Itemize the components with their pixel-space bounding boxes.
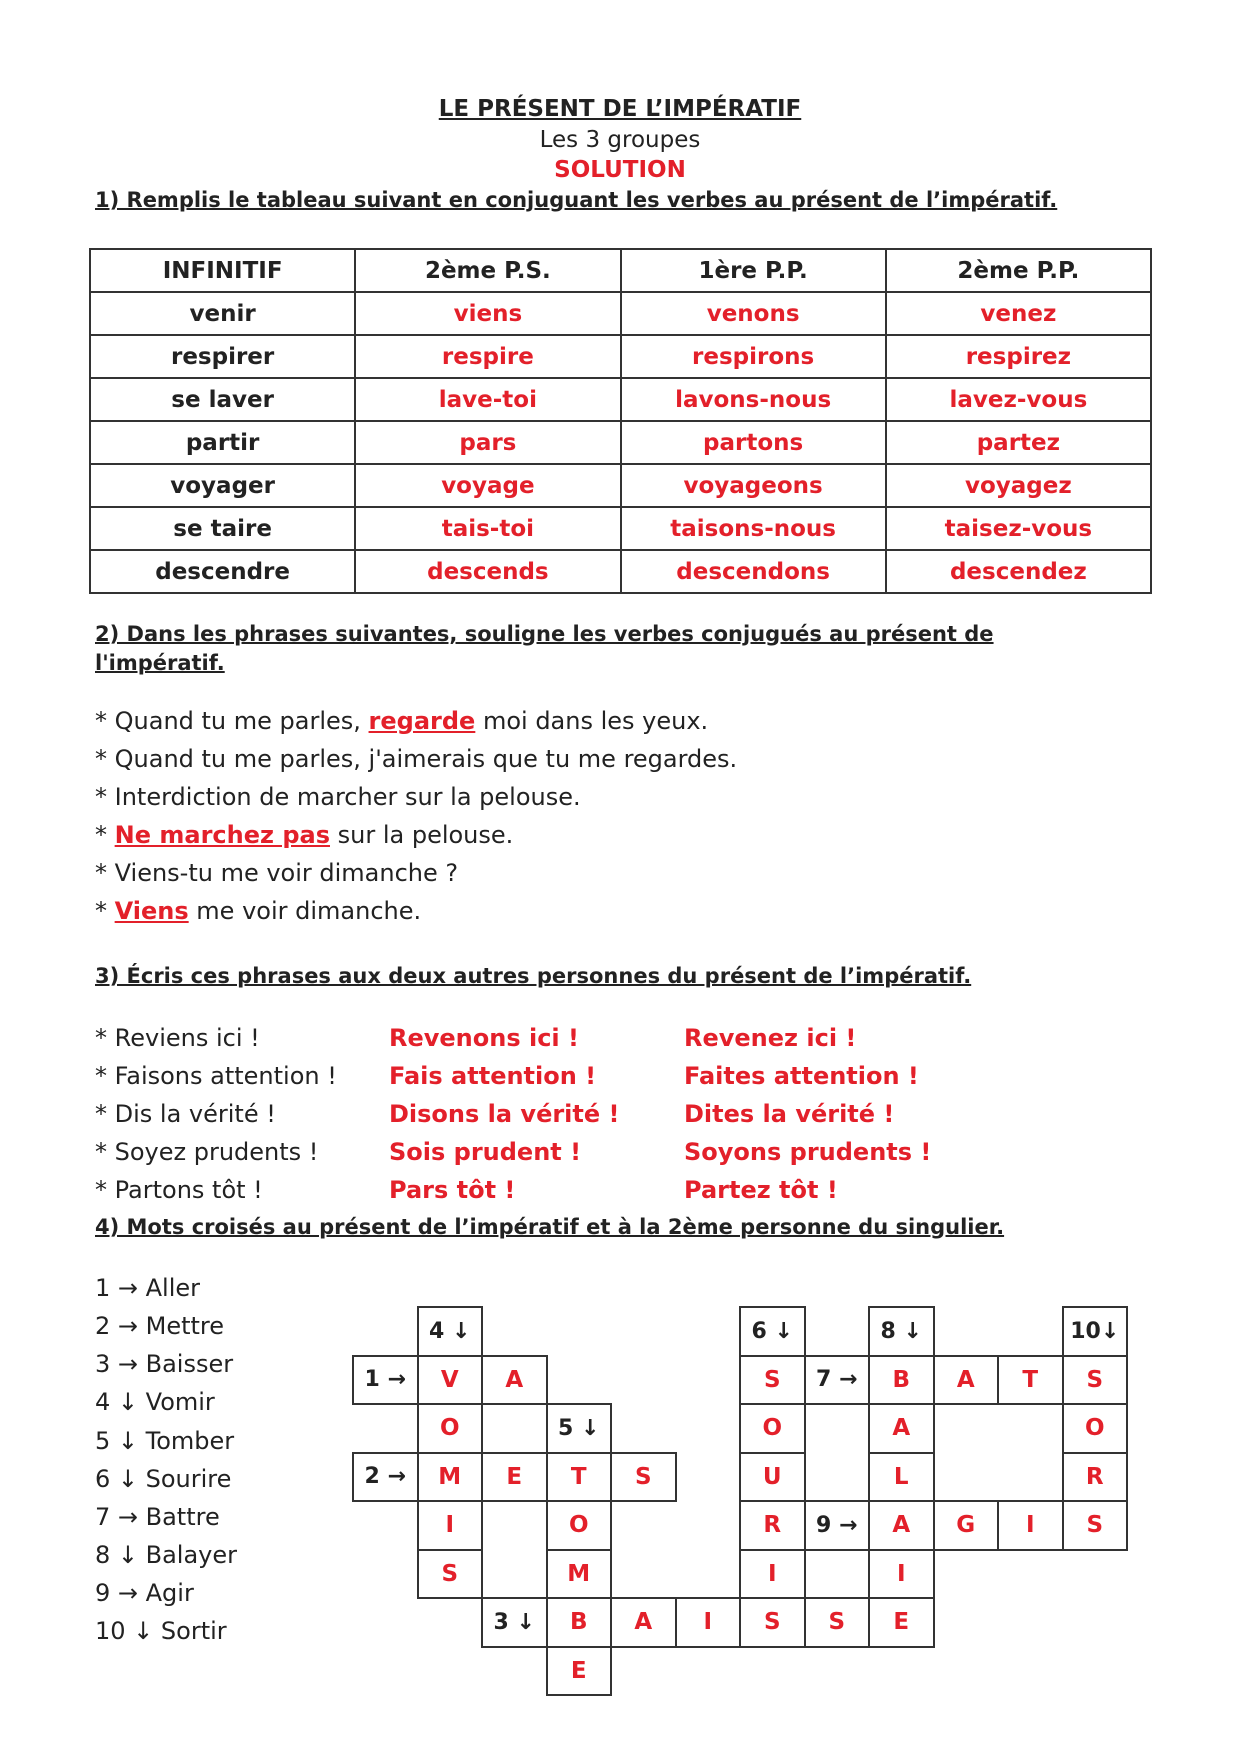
- sentence-text: sur la pelouse.: [329, 821, 514, 849]
- crossword-clue: 9 → Agir: [95, 1579, 194, 1607]
- sentence-text: me voir dimanche.: [188, 897, 422, 925]
- crossword-letter-cell: O: [546, 1500, 613, 1551]
- answer-cell: voyage: [355, 464, 620, 507]
- sentence-line: [95, 778, 581, 816]
- crossword-clue: 10 ↓ Sortir: [95, 1617, 227, 1645]
- crossword-letter-cell: I: [417, 1500, 484, 1551]
- crossword-letter-cell: S: [1062, 1355, 1129, 1406]
- crossword-letter-cell: R: [1062, 1452, 1129, 1503]
- crossword-letter-cell: O: [1062, 1403, 1129, 1454]
- sentence-line: [95, 854, 458, 892]
- crossword-number-cell: 3 ↓: [481, 1597, 548, 1648]
- sentence-answer: Soyons prudents !: [684, 1138, 932, 1166]
- answer-cell: tais-toi: [355, 507, 620, 550]
- crossword-number-cell: 10↓: [1062, 1306, 1129, 1357]
- section4-heading: 4) Mots croisés au présent de l’impératif et à la 2ème personne du singulier.: [95, 1215, 1005, 1239]
- crossword-clue: 7 → Battre: [95, 1503, 220, 1531]
- answer-cell: voyageons: [621, 464, 886, 507]
- crossword-letter-cell: S: [804, 1597, 871, 1648]
- page-title: LE PRÉSENT DE L’IMPÉRATIF: [438, 96, 802, 122]
- sentence-answer: Revenons ici !: [389, 1024, 579, 1052]
- crossword-letter-cell: S: [739, 1355, 806, 1406]
- sentence-text: *: [95, 897, 115, 925]
- answer-cell: lavons-nous: [621, 378, 886, 421]
- table-row: [90, 421, 1151, 464]
- sentence-answer: Dites la vérité !: [684, 1100, 895, 1128]
- sentence-text: * Interdiction de marcher sur la pelouse.: [95, 783, 581, 811]
- crossword-grid: [352, 1306, 1132, 1698]
- crossword-letter-cell: M: [546, 1549, 613, 1600]
- sentence-original: * Reviens ici !: [95, 1024, 260, 1052]
- sentence-answer: Sois prudent !: [389, 1138, 582, 1166]
- crossword-letter-cell: L: [868, 1452, 935, 1503]
- answer-cell: taisons-nous: [621, 507, 886, 550]
- crossword-letter-cell: G: [933, 1500, 1000, 1551]
- crossword-letter-cell: M: [417, 1452, 484, 1503]
- crossword-letter-cell: O: [739, 1403, 806, 1454]
- sentence-line: [95, 702, 708, 740]
- table-row: [90, 292, 1151, 335]
- underlined-verb: Viens: [114, 897, 189, 925]
- infinitive-cell: descendre: [90, 550, 355, 593]
- infinitive-cell: respirer: [90, 335, 355, 378]
- crossword-number-cell: 6 ↓: [739, 1306, 806, 1357]
- crossword-letter-cell: S: [610, 1452, 677, 1503]
- table-row: [90, 335, 1151, 378]
- crossword-letter-cell: U: [739, 1452, 806, 1503]
- section1-heading: 1) Remplis le tableau suivant en conjuguant les verbes au présent de l’impératif.: [95, 188, 1058, 212]
- sentence-answer: Partez tôt !: [684, 1176, 838, 1204]
- underlined-verb: regarde: [368, 707, 476, 735]
- infinitive-cell: voyager: [90, 464, 355, 507]
- sentence-answer: Pars tôt !: [389, 1176, 516, 1204]
- answer-cell: pars: [355, 421, 620, 464]
- answer-cell: descendez: [886, 550, 1151, 593]
- crossword-letter-cell: I: [868, 1549, 935, 1600]
- answer-cell: respire: [355, 335, 620, 378]
- crossword-letter-cell: I: [675, 1597, 742, 1648]
- sentence-text: *: [95, 821, 115, 849]
- sentence-answer: Revenez ici !: [684, 1024, 857, 1052]
- infinitive-cell: se laver: [90, 378, 355, 421]
- conjugation-table: [89, 248, 1152, 594]
- sentence-original: * Faisons attention !: [95, 1062, 337, 1090]
- crossword-clue: 3 → Baisser: [95, 1350, 234, 1378]
- crossword-letter-cell: A: [610, 1597, 677, 1648]
- column-header: 2ème P.S.: [355, 249, 620, 292]
- table-row: [90, 378, 1151, 421]
- column-header: 1ère P.P.: [621, 249, 886, 292]
- page-subtitle: Les 3 groupes: [539, 127, 701, 153]
- sentence-original: * Soyez prudents !: [95, 1138, 319, 1166]
- crossword-letter-cell: A: [481, 1355, 548, 1406]
- section3-heading: 3) Écris ces phrases aux deux autres personnes du présent de l’impératif.: [95, 964, 972, 988]
- answer-cell: voyagez: [886, 464, 1151, 507]
- column-header: 2ème P.P.: [886, 249, 1151, 292]
- table-header-row: [90, 249, 1151, 292]
- answer-cell: descendons: [621, 550, 886, 593]
- crossword-letter-cell: B: [868, 1355, 935, 1406]
- crossword-clue: 5 ↓ Tomber: [95, 1427, 235, 1455]
- sentence-text: * Quand tu me parles,: [95, 707, 369, 735]
- infinitive-cell: se taire: [90, 507, 355, 550]
- crossword-letter-cell: E: [546, 1646, 613, 1697]
- table-row: [90, 550, 1151, 593]
- crossword-number-cell: 4 ↓: [417, 1306, 484, 1357]
- crossword-letter-cell: V: [417, 1355, 484, 1406]
- answer-cell: respirons: [621, 335, 886, 378]
- answer-cell: taisez-vous: [886, 507, 1151, 550]
- answer-cell: partons: [621, 421, 886, 464]
- crossword-number-cell: 8 ↓: [868, 1306, 935, 1357]
- sentence-text: * Viens-tu me voir dimanche ?: [95, 859, 459, 887]
- crossword-letter-cell: S: [1062, 1500, 1129, 1551]
- crossword-letter-cell: T: [997, 1355, 1064, 1406]
- sentence-original: * Dis la vérité !: [95, 1100, 276, 1128]
- crossword-letter-cell: R: [739, 1500, 806, 1551]
- crossword-clue: 8 ↓ Balayer: [95, 1541, 238, 1569]
- crossword-clue: 1 → Aller: [95, 1274, 201, 1302]
- answer-cell: viens: [355, 292, 620, 335]
- crossword-letter-cell: O: [417, 1403, 484, 1454]
- crossword-letter-cell: S: [417, 1549, 484, 1600]
- table-row: [90, 464, 1151, 507]
- infinitive-cell: venir: [90, 292, 355, 335]
- sentence-answer: Disons la vérité !: [389, 1100, 620, 1128]
- crossword-letter-cell: S: [739, 1597, 806, 1648]
- crossword-letter-cell: I: [997, 1500, 1064, 1551]
- sentence-original: * Partons tôt !: [95, 1176, 263, 1204]
- sentence-line: [95, 892, 421, 930]
- crossword-letter-cell: A: [868, 1403, 935, 1454]
- section2-heading: 2) Dans les phrases suivantes, souligne les verbes conjugués au présent de l'impératif.: [95, 622, 994, 675]
- underlined-verb: Ne marchez pas: [114, 821, 330, 849]
- crossword-letter-cell: T: [546, 1452, 613, 1503]
- table-row: [90, 507, 1151, 550]
- answer-cell: venons: [621, 292, 886, 335]
- solution-label: SOLUTION: [554, 157, 686, 183]
- infinitive-cell: partir: [90, 421, 355, 464]
- column-header: INFINITIF: [90, 249, 355, 292]
- crossword-number-cell: 7 →: [804, 1355, 871, 1406]
- answer-cell: lavez-vous: [886, 378, 1151, 421]
- crossword-letter-cell: A: [933, 1355, 1000, 1406]
- sentence-line: [95, 816, 513, 854]
- crossword-letter-cell: E: [868, 1597, 935, 1648]
- sentence-text: moi dans les yeux.: [475, 707, 709, 735]
- sentence-line: [95, 740, 737, 778]
- answer-cell: venez: [886, 292, 1151, 335]
- crossword-number-cell: 1 →: [352, 1355, 419, 1406]
- crossword-letter-cell: B: [546, 1597, 613, 1648]
- answer-cell: lave-toi: [355, 378, 620, 421]
- crossword-letter-cell: A: [868, 1500, 935, 1551]
- sentence-answer: Fais attention !: [389, 1062, 597, 1090]
- answer-cell: partez: [886, 421, 1151, 464]
- crossword-letter-cell: E: [481, 1452, 548, 1503]
- crossword-clue: 6 ↓ Sourire: [95, 1465, 232, 1493]
- crossword-letter-cell: I: [739, 1549, 806, 1600]
- answer-cell: descends: [355, 550, 620, 593]
- answer-cell: respirez: [886, 335, 1151, 378]
- crossword-clue: 4 ↓ Vomir: [95, 1388, 215, 1416]
- sentence-answer: Faites attention !: [684, 1062, 919, 1090]
- crossword-clue: 2 → Mettre: [95, 1312, 225, 1340]
- crossword-number-cell: 9 →: [804, 1500, 871, 1551]
- crossword-number-cell: 5 ↓: [546, 1403, 613, 1454]
- sentence-text: * Quand tu me parles, j'aimerais que tu me regardes.: [95, 745, 738, 773]
- crossword-number-cell: 2 →: [352, 1452, 419, 1503]
